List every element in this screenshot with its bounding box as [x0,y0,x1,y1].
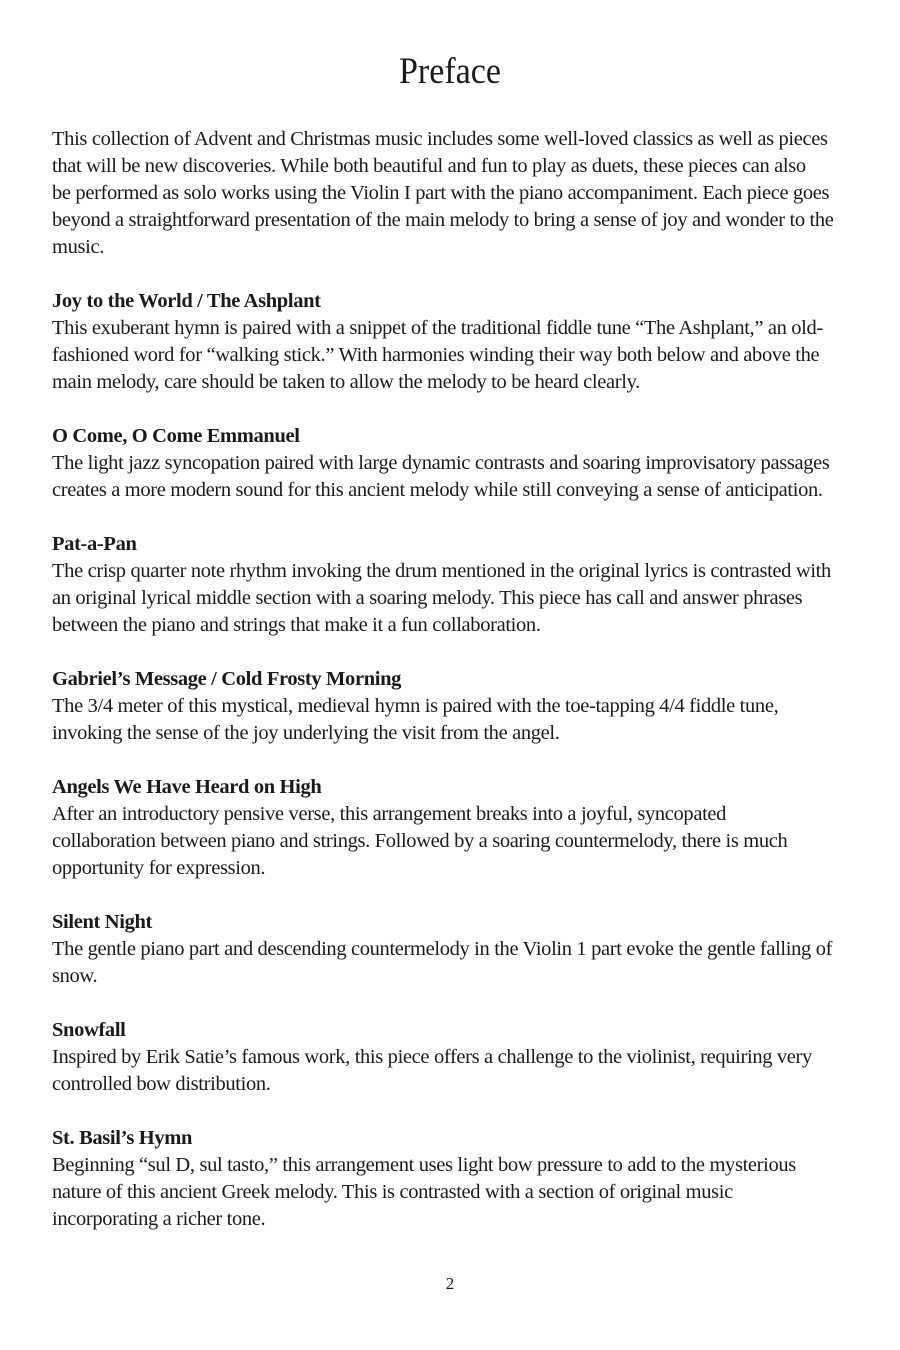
section-line: The light jazz syncopation paired with large dynamic contrasts and soaring improvisatory passages [52,452,830,474]
section-heading: Joy to the World / The Ashplant [52,290,321,312]
preface-body [52,126,872,1260]
section-line: snow. [52,965,98,987]
section-line: After an introductory pensive verse, this arrangement breaks into a joyful, syncopated [52,803,727,825]
section-heading: Snowfall [52,1019,126,1041]
section-line: main melody, care should be taken to allow the melody to be heard clearly. [52,371,640,393]
section-line: fashioned word for “walking stick.” With harmonies winding their way both below and above the [52,344,820,366]
page-title: Preface [398,51,502,92]
section-joy-to-the-world [52,288,872,396]
section-st-basils-hymn [52,1125,872,1233]
section-line: Beginning “sul D, sul tasto,” this arrangement uses light bow pressure to add to the mysterious [52,1154,796,1176]
section-line: Inspired by Erik Satie’s famous work, this piece offers a challenge to the violinist, requiring very [52,1046,812,1068]
section-heading: St. Basil’s Hymn [52,1127,193,1149]
section-line: The 3/4 meter of this mystical, medieval hymn is paired with the toe-tapping 4/4 fiddle tune, [52,695,779,717]
intro-line: music. [52,236,104,258]
section-heading: Silent Night [52,911,153,933]
section-line: an original lyrical middle section with a soaring melody. This piece has call and answer phrases [52,587,803,609]
section-line: creates a more modern sound for this ancient melody while still conveying a sense of anticipation. [52,479,823,501]
intro-paragraph [52,126,872,261]
section-line: collaboration between piano and strings. Followed by a soaring countermelody, there is much [52,830,788,852]
section-gabriels-message [52,666,872,747]
section-line: The crisp quarter note rhythm invoking the drum mentioned in the original lyrics is contrasted with [52,560,831,582]
section-o-come-emmanuel [52,423,872,504]
section-line: incorporating a richer tone. [52,1208,266,1230]
section-heading: Gabriel’s Message / Cold Frosty Morning [52,668,402,690]
section-line: controlled bow distribution. [52,1073,271,1095]
section-angels-we-have-heard [52,774,872,882]
section-heading: Angels We Have Heard on High [52,776,322,798]
intro-line: be performed as solo works using the Violin I part with the piano accompaniment. Each piece goes [52,182,830,204]
section-heading: Pat-a-Pan [52,533,137,555]
intro-line: beyond a straightforward presentation of the main melody to bring a sense of joy and wonder to the [52,209,834,231]
section-snowfall [52,1017,872,1098]
section-heading: O Come, O Come Emmanuel [52,425,300,447]
intro-line: that will be new discoveries. While both beautiful and fun to play as duets, these pieces can also [52,155,806,177]
section-line: opportunity for expression. [52,857,266,879]
section-line: invoking the sense of the joy underlying the visit from the angel. [52,722,560,744]
section-line: between the piano and strings that make it a fun collaboration. [52,614,541,636]
section-line: nature of this ancient Greek melody. This is contrasted with a section of original music [52,1181,733,1203]
section-pat-a-pan [52,531,872,639]
section-line: This exuberant hymn is paired with a snippet of the traditional fiddle tune “The Ashplant,” an old- [52,317,823,339]
section-line: The gentle piano part and descending countermelody in the Violin 1 part evoke the gentle falling of [52,938,833,960]
intro-line: This collection of Advent and Christmas music includes some well-loved classics as well as pieces [52,128,828,150]
section-silent-night [52,909,872,990]
page-number: 2 [445,1274,455,1293]
